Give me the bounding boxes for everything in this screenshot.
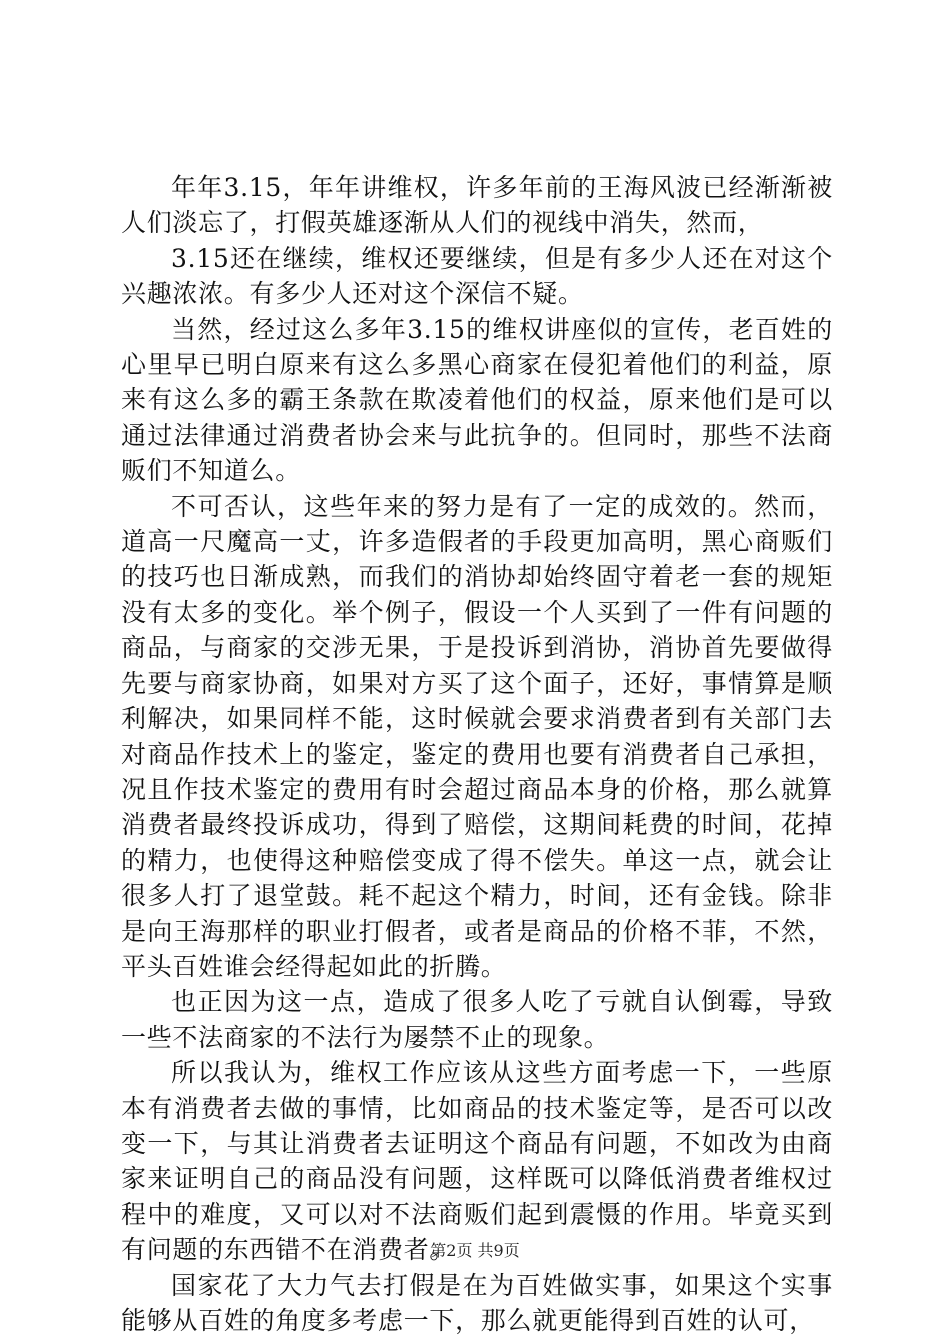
paragraph: 3.15还在继续，维权还要继续，但是有多少人还在对这个兴趣浓浓。有多少人还对这个深信不疑。 xyxy=(121,243,833,309)
paragraph: 当然，经过这么多年3.15的维权讲座似的宣传，老百姓的心里早已明白原来有这么多黑心商家在侵犯着他们的利益，原来有这么多的霸王条款在欺凌着他们的权益，原来他们是可以通过法律通过消费者协会来与此抗争的。但同时，那些不法商贩们不知道么。 xyxy=(121,314,833,486)
paragraph: 也正因为这一点，造成了很多人吃了亏就自认倒霉，导致一些不法商家的不法行为屡禁不止的现象。 xyxy=(121,987,833,1052)
page-number-footer: 第2页 共9页 xyxy=(430,1241,520,1260)
paragraph: 国家花了大力气去打假是在为百姓做实事，如果这个实事能够从百姓的角度多考虑一下，那么就更能得到百姓的认可， xyxy=(121,1270,833,1335)
document-body xyxy=(121,170,833,1338)
paragraph: 所以我认为，维权工作应该从这些方面考虑一下，一些原本有消费者去做的事情，比如商品的技术鉴定等，是否可以改变一下，与其让消费者去证明这个商品有问题，不如改为由商家来证明自己的商品没有问题，这样既可以降低消费者维权过程中的难度，又可以对不法商贩们起到震慑的作用。毕竟买到有问题的东西错不在消费者。 xyxy=(121,1058,833,1265)
paragraph: 不可否认，这些年来的努力是有了一定的成效的。然而，道高一尺魔高一丈，许多造假者的手段更加高明，黑心商贩们的技巧也日渐成熟，而我们的消协却始终固守着老一套的规矩没有太多的变化。举个例子，假设一个人买到了一件有问题的商品，与商家的交涉无果，于是投诉到消协，消协首先要做得先要与商家协商，如果对方买了这个面子，还好，事情算是顺利解决，如果同样不能，这时候就会要求消费者到有关部门去对商品作技术上的鉴定，鉴定的费用也要有消费者自己承担，况且作技术鉴定的费用有时会超过商品本身的价格，那么就算消费者最终投诉成功，得到了赔偿，这期间耗费的时间，花掉的精力，也使得这种赔偿变成了得不偿失。单这一点，就会让很多人打了退堂鼓。耗不起这个精力，时间，还有金钱。除非是向王海那样的职业打假者，或者是商品的价格不菲，不然，平头百姓谁会经得起如此的折腾。 xyxy=(121,491,833,981)
paragraph: 年年3.15，年年讲维权，许多年前的王海风波已经渐渐被人们淡忘了，打假英雄逐渐从人们的视线中消失，然而， xyxy=(121,173,833,238)
